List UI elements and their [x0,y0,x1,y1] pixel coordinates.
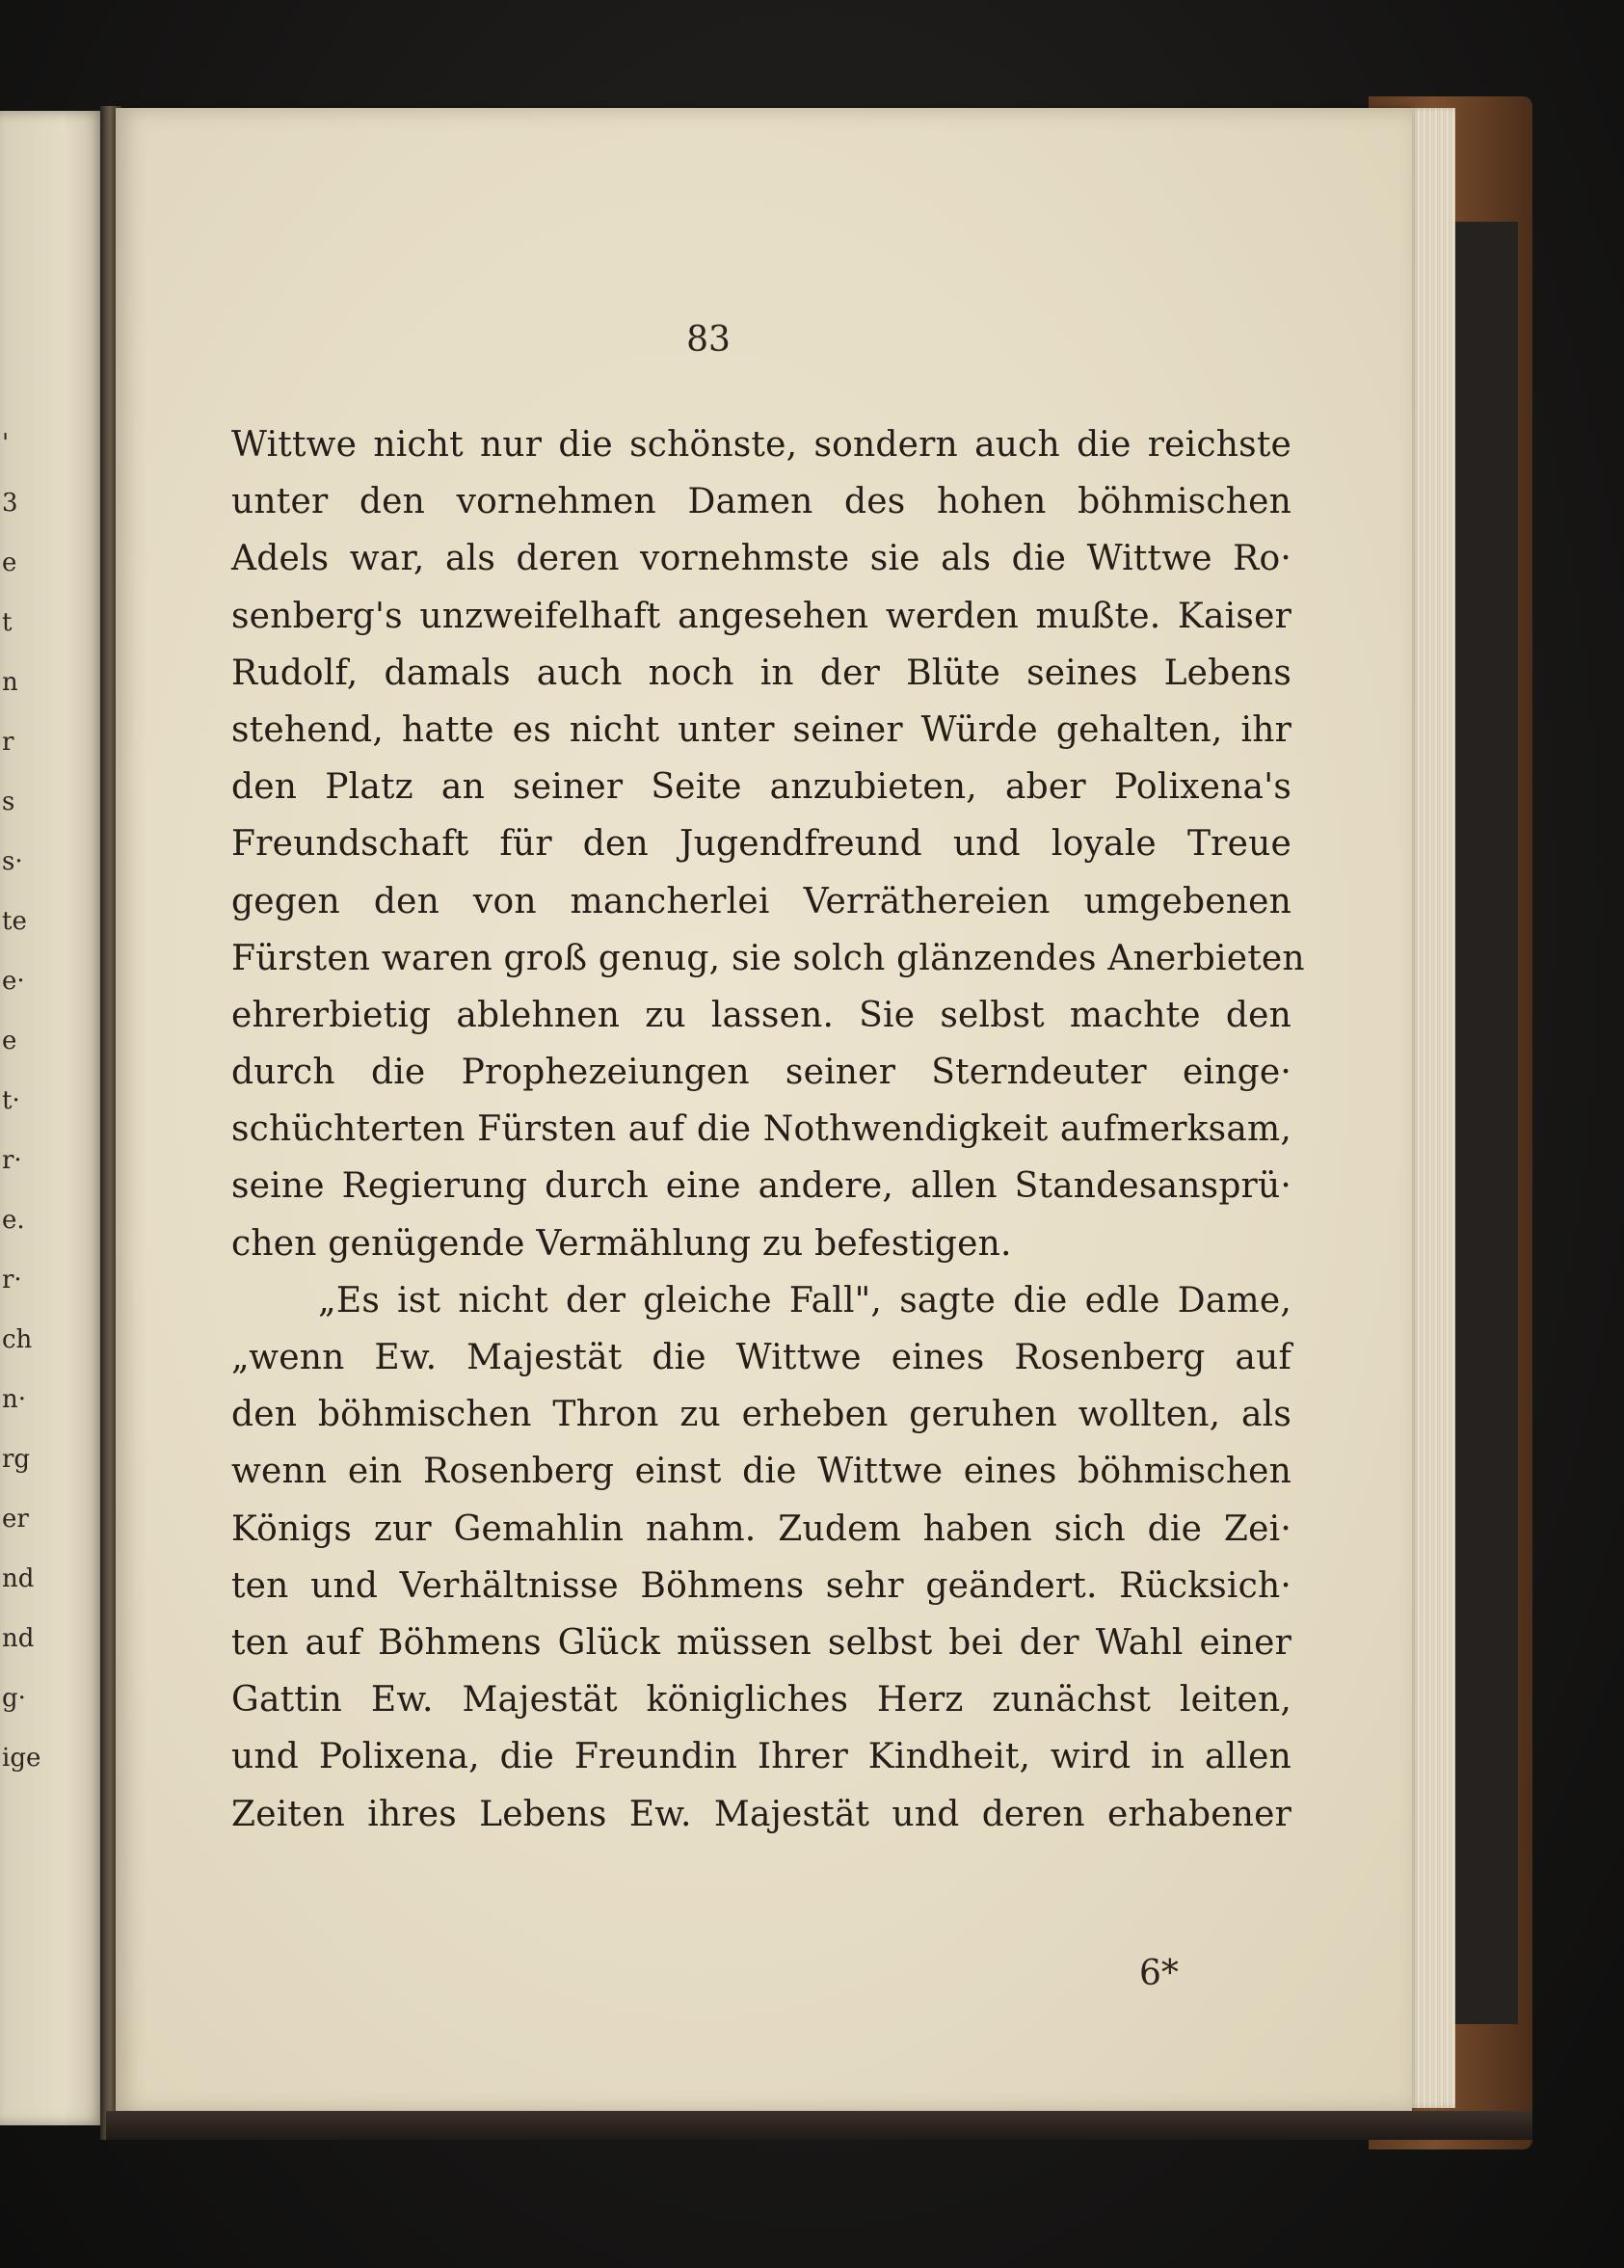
text-line: Wittwe nicht nur die schönste, sondern auch die reichste [231,425,1291,465]
text-line: „Es ist nicht der gleiche Fall", sagte die edle Dame, [318,1280,1291,1321]
body-text [231,416,1305,1843]
text-line: unter den vornehmen Damen des hohen böhmischen [231,482,1291,522]
left-page-fragment: r· [2,1146,22,1175]
book-cover-spine-shadow [1446,222,1518,2024]
book-page [116,108,1412,2113]
left-page-fragment: s [2,787,15,816]
left-page-fragment: 3 [2,489,18,518]
left-page-fragment: g· [2,1684,26,1713]
left-page-fragment: t [2,608,13,637]
left-page-fragment: r· [2,1266,22,1294]
left-page-fragment: t· [2,1086,20,1115]
text-line: stehend, hatte es nicht unter seiner Würde gehalten, ihr [231,709,1291,750]
left-page-fragment: nd [2,1624,35,1653]
left-page-fragment: e· [2,967,25,996]
left-page-fragment: te [2,907,27,936]
text-line: ehrerbietig ablehnen zu lassen. Sie selbst machte den [231,995,1291,1035]
text-line: Zeiten ihres Lebens Ew. Majestät und deren erhabener [231,1794,1291,1834]
left-page-fragment: ige [2,1744,41,1773]
left-page-fragment: er [2,1505,29,1534]
left-page-fragment: ' [2,429,10,458]
text-line: Rudolf, damals auch noch in der Blüte seines Lebens [231,653,1291,693]
left-page-fragment: n· [2,1385,27,1414]
text-line: chen genügende Vermählung zu befestigen. [231,1223,1012,1264]
text-line: durch die Prophezeiungen seiner Sterndeuter einge· [231,1053,1291,1093]
left-page-fragment: e [2,548,17,577]
left-page-fragment: e [2,1027,17,1055]
left-page-fragment: n [2,668,18,697]
text-line: „wenn Ew. Majestät die Wittwe eines Rosenberg auf [231,1338,1291,1377]
left-page-fragment: rg [2,1445,31,1474]
text-line: ten auf Böhmens Glück müssen selbst bei der Wahl einer [231,1622,1291,1663]
left-facing-page [0,111,106,2125]
text-line: Freundschaft für den Jugendfreund und loyale Treue [231,824,1291,865]
left-page-fragment: s· [2,847,23,876]
text-line: Gattin Ew. Majestät königliches Herz zunächst leiten, [231,1680,1291,1721]
signature-mark: 6* [1139,1954,1179,1993]
text-line: den Platz an seiner Seite anzubieten, aber Polixena's [231,767,1291,808]
page-number: 83 [686,320,731,360]
text-line: wenn ein Rosenberg einst die Wittwe eines böhmischen [231,1452,1291,1492]
book-bottom-edge [106,2111,1532,2140]
left-page-fragment: e. [2,1206,25,1235]
text-line: senberg's unzweifelhaft angesehen werden mußte. Kaiser [231,596,1291,636]
left-page-fragment: r [2,728,14,757]
text-line: schüchterten Fürsten auf die Nothwendigkeit aufmerksam, [231,1109,1291,1150]
text-line: Königs zur Gemahlin nahm. Zudem haben sich die Zei· [231,1508,1291,1549]
text-line: den böhmischen Thron zu erheben geruhen wollten, als [231,1395,1291,1435]
text-line: Fürsten waren groß genug, sie solch glänzendes Anerbieten [231,938,1305,978]
text-line: und Polixena, die Freundin Ihrer Kindheit, wird in allen [231,1737,1291,1777]
text-line: ten und Verhältnisse Böhmens sehr geändert. Rücksich· [231,1565,1291,1606]
text-line: gegen den von mancherlei Verräthereien umgebenen [231,881,1291,921]
left-page-fragments [0,111,41,2125]
text-line: seine Regierung durch eine andere, allen Standesansprü· [231,1166,1291,1207]
text-line: Adels war, als deren vornehmste sie als die Wittwe Ro· [231,539,1291,579]
left-page-fragment: ch [2,1325,33,1354]
left-page-fragment: nd [2,1564,35,1593]
